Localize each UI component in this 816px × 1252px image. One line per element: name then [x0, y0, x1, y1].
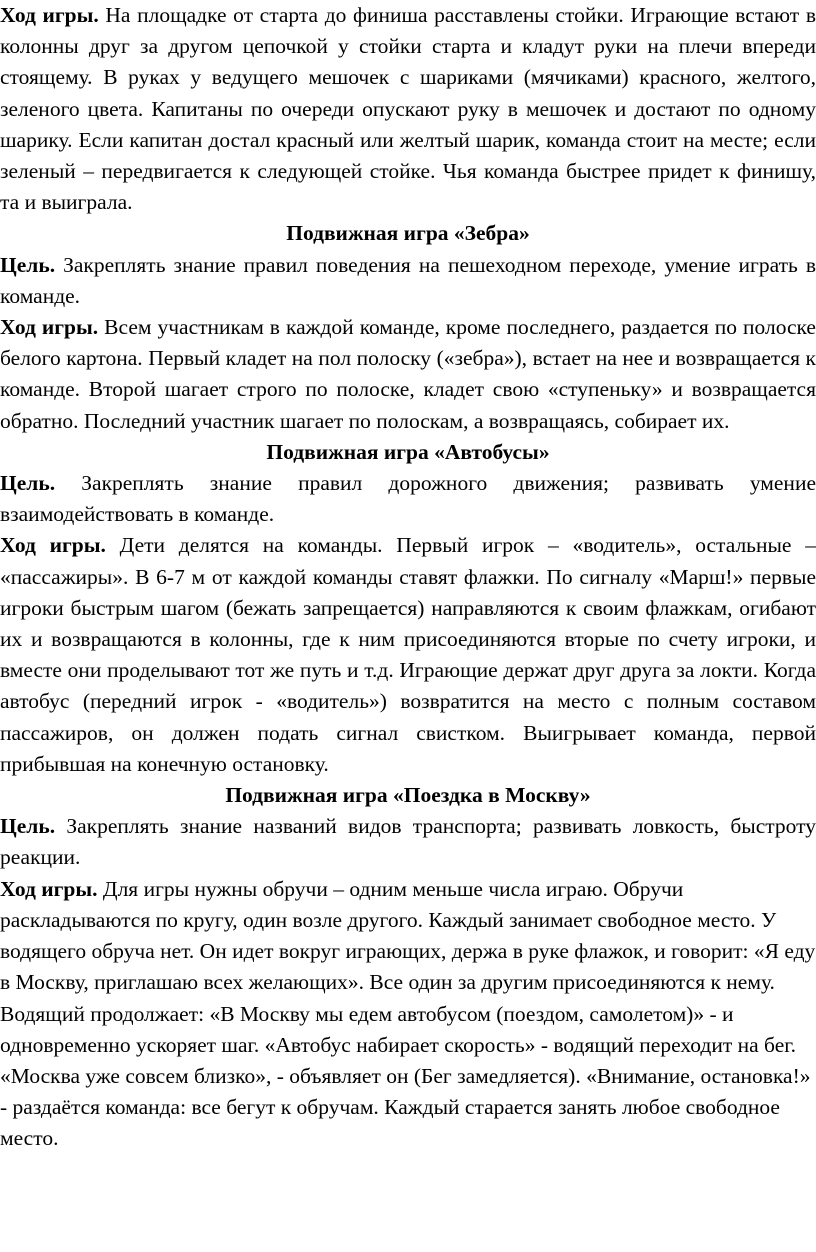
moscow-goal-paragraph [0, 811, 816, 873]
moscow-goal-label: Цель. [0, 814, 56, 839]
section-title-zebra: Подвижная игра «Зебра» [286, 221, 530, 246]
intro-paragraph [0, 0, 816, 218]
zebra-goal-label: Цель. [0, 252, 56, 277]
intro-move-label: Ход игры. [0, 3, 99, 27]
buses-goal-paragraph [0, 468, 816, 530]
buses-goal-text: Закреплять знание правил дорожного движения; развивать умение взаимодействовать в команде. [0, 471, 816, 527]
moscow-move-text: Для игры нужны обручи – одним меньше числа играю. Обручи раскладываются по кругу, один возле другого. Каждый занимает свободное место. У водящего обруча нет. Он идет вокруг играющих, держа в руке флажок, и говорит: «Я еду в Москву, приглашаю всех желающих». Все один за другим присоединяются к нему. Водящий продолжает: «В Москву мы едем автобусом (поездом, самолетом)» - и одновременно ускоряет шаг. «Автобус набирает скорость» - водящий переходит на бег. «Москва уже совсем близко», - объявляет он (Бег замедляется). «Внимание, остановка!» - раздаётся команда: все бегут к обручам. Каждый старается занять любое свободное место. [0, 876, 816, 1151]
intro-move-text: На площадке от старта до финиша расставлены стойки. Играющие встают в колонны друг за другом цепочкой у стойки старта и кладут руки на плечи впереди стоящему. В руках у ведущего мешочек с шариками (мячиками) красного, желтого, зеленого цвета. Капитаны по очереди опускают руку в мешочек и достают по одному шарику. Если капитан достал красный или желтый шарик, команда стоит на месте; если зеленый – передвигается к следующей стойке. Чья команда быстрее придет к финишу, та и выиграла. [0, 3, 816, 215]
zebra-goal-paragraph [0, 250, 816, 312]
section-title-buses: Подвижная игра «Автобусы» [266, 439, 550, 464]
moscow-goal-text: Закреплять знание названий видов транспорта; развивать ловкость, быстроту реакции. [0, 814, 816, 870]
moscow-move-paragraph [0, 874, 816, 1155]
zebra-move-paragraph [0, 312, 816, 437]
zebra-move-text: Всем участникам в каждой команде, кроме последнего, раздается по полоске белого картона. Первый кладет на пол полоску («зебра»), встает на нее и возвращается к команде. Второй шагает строго по полоске, кладет свою «ступеньку» и возвращается обратно. Последний участник шагает по полоскам, а возвращаясь, собирает их. [0, 315, 816, 433]
buses-move-label: Ход игры. [0, 533, 106, 558]
buses-goal-label: Цель. [0, 471, 56, 496]
moscow-move-label: Ход игры. [0, 876, 98, 901]
buses-move-text: Дети делятся на команды. Первый игрок – «водитель», остальные – «пассажиры». В 6-7 м от каждой команды ставят флажки. По сигналу «Марш!» первые игроки быстрым шагом (бежать запрещается) направляются к своим флажкам, огибают их и возвращаются в колонны, где к ним присоединяются вторые по счету игроки, и вместе они проделывают тот же путь и т.д. Играющие держат друг друга за локти. Когда автобус (передний игрок - «водитель») возвратится на место с полным составом пассажиров, он должен подать сигнал свистком. Выигрывает команда, первой прибывшая на конечную остановку. [0, 533, 816, 776]
zebra-goal-text: Закреплять знание правил поведения на пешеходном переходе, умение играть в команде. [0, 252, 816, 308]
section-title-moscow-trip: Подвижная игра «Поездка в Москву» [225, 783, 591, 808]
buses-move-paragraph [0, 530, 816, 780]
zebra-move-label: Ход игры. [0, 315, 99, 340]
